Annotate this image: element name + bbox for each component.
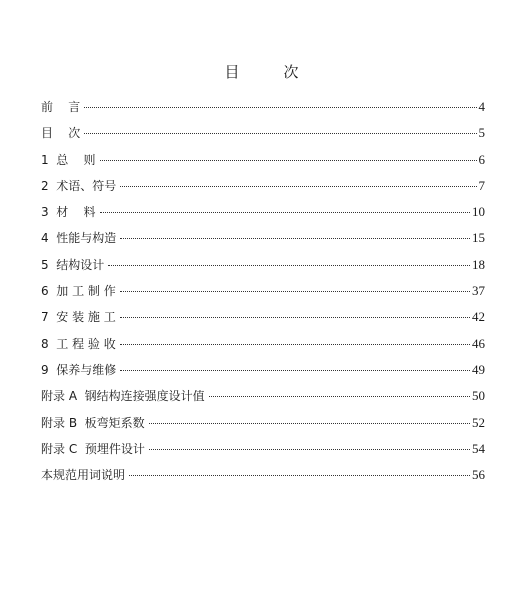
toc-entry-label: 3 材 料 (41, 205, 96, 220)
toc-entry-label: 目 次 (41, 126, 81, 141)
toc-entry-contents[interactable] (41, 120, 485, 146)
toc-entry-label: 8 工 程 验 收 (41, 336, 116, 351)
toc-entry-label: 附录 B 板弯矩系数 (41, 415, 145, 430)
toc-entry-page: 7 (478, 177, 485, 193)
toc-entry-page: 54 (472, 440, 485, 456)
toc-leader-dots (84, 106, 476, 108)
toc-leader-dots (149, 448, 470, 450)
toc-entry-installation[interactable] (41, 304, 485, 330)
toc-leader-dots (120, 290, 470, 292)
toc-entry-performance-construction[interactable] (41, 225, 485, 251)
toc-entry-page: 6 (478, 151, 485, 167)
toc-heading-char-2: 次 (283, 63, 299, 81)
toc-leader-dots (129, 474, 470, 476)
toc-leader-dots (100, 211, 470, 213)
toc-entry-label: 附录 A 钢结构连接强度设计值 (41, 389, 205, 404)
toc-entry-page: 4 (478, 99, 485, 114)
toc-entry-materials[interactable] (41, 199, 485, 225)
toc-entry-label: 2 术语、符号 (41, 178, 117, 193)
toc-entry-page: 46 (472, 335, 485, 351)
toc-entry-appendix-c[interactable] (41, 436, 485, 462)
toc-entry-label: 6 加 工 制 作 (41, 284, 116, 299)
toc-leader-dots (100, 159, 477, 161)
toc-entry-wording-explanation[interactable] (41, 462, 485, 488)
toc-heading-char-1: 目 (224, 63, 240, 81)
toc-entry-label: 前 言 (41, 100, 81, 114)
toc-entry-appendix-a[interactable] (41, 383, 485, 409)
toc-entry-page: 49 (472, 361, 485, 377)
toc-entry-page: 10 (472, 204, 485, 220)
toc-entry-preface[interactable] (41, 94, 485, 120)
toc-heading (0, 61, 523, 82)
toc-entry-maintenance[interactable] (41, 357, 485, 383)
toc-entry-page: 37 (472, 283, 485, 299)
toc-leader-dots (120, 316, 470, 318)
toc-list (41, 94, 485, 488)
toc-entry-page: 52 (472, 414, 485, 430)
toc-entry-page: 15 (472, 230, 485, 246)
toc-entry-label: 附录 C 预埋件设计 (41, 441, 145, 456)
toc-entry-page: 56 (472, 467, 485, 483)
toc-leader-dots (84, 132, 476, 134)
toc-entry-label: 5 结构设计 (41, 257, 105, 272)
toc-leader-dots (120, 369, 470, 371)
toc-entry-label: 9 保养与维修 (41, 362, 117, 377)
toc-entry-appendix-b[interactable] (41, 410, 485, 436)
toc-leader-dots (209, 395, 470, 397)
toc-leader-dots (120, 343, 470, 345)
toc-entry-page: 42 (472, 309, 485, 325)
toc-entry-label: 1 总 则 (41, 152, 96, 167)
toc-entry-label: 7 安 装 施 工 (41, 310, 116, 325)
toc-entry-fabrication[interactable] (41, 278, 485, 304)
toc-entry-general[interactable] (41, 147, 485, 173)
toc-leader-dots (149, 422, 470, 424)
toc-leader-dots (108, 264, 470, 266)
toc-entry-structural-design[interactable] (41, 252, 485, 278)
toc-leader-dots (120, 185, 476, 187)
toc-entry-label: 本规范用词说明 (41, 468, 126, 483)
toc-leader-dots (120, 237, 470, 239)
toc-entry-page: 50 (472, 388, 485, 404)
toc-entry-page: 18 (472, 256, 485, 272)
toc-entry-acceptance[interactable] (41, 331, 485, 357)
toc-entry-label: 4 性能与构造 (41, 231, 117, 246)
toc-entry-terms-symbols[interactable] (41, 173, 485, 199)
toc-entry-page: 5 (478, 125, 485, 141)
